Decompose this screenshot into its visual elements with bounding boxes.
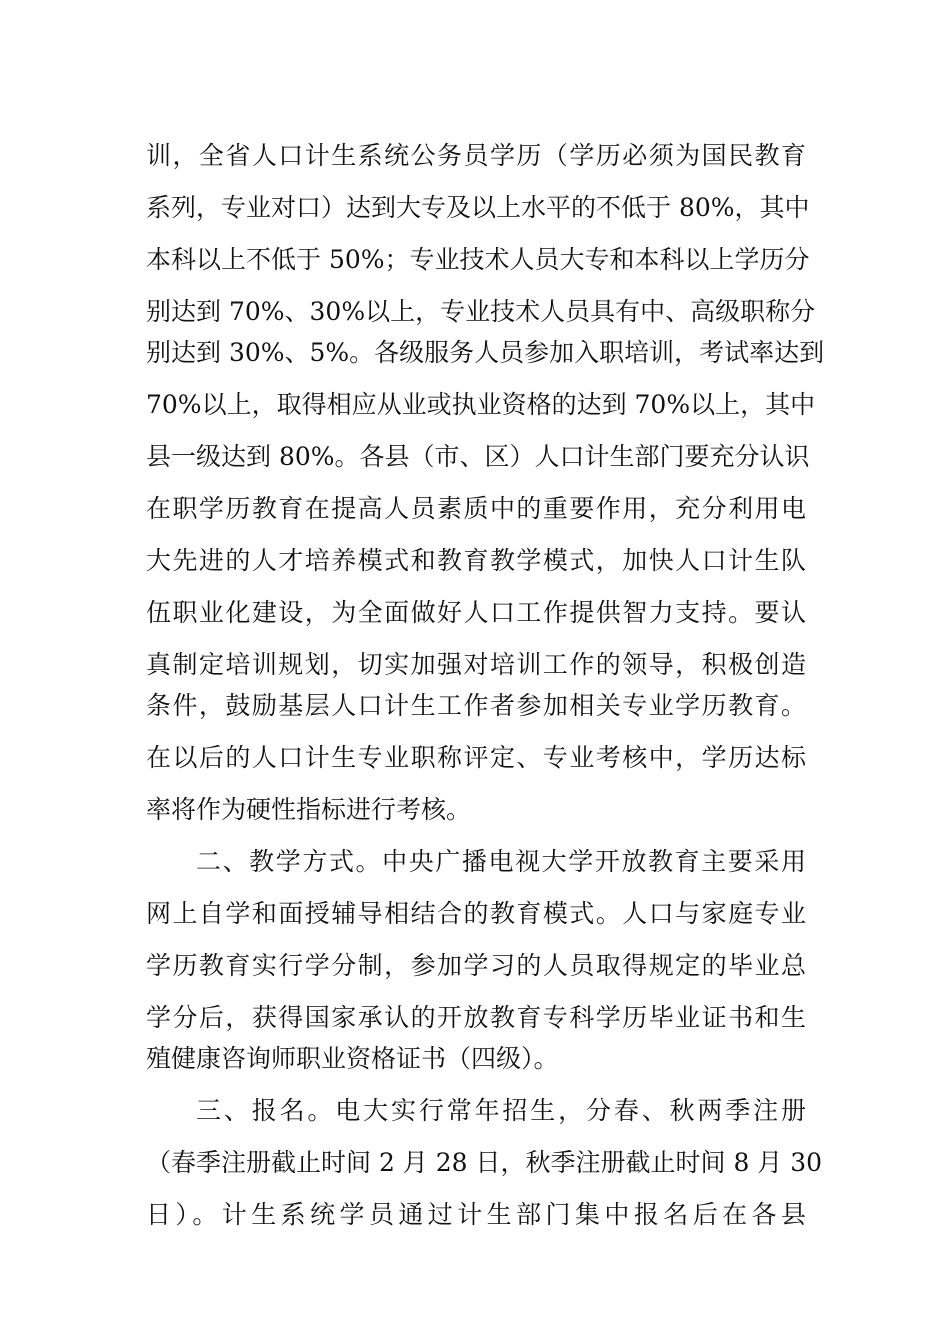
section-heading-line: 三、报名。电大实行常年招生，分春、秋两季注册 bbox=[196, 1096, 806, 1125]
paragraph-end-line: 率将作为硬性指标进行考核。 bbox=[146, 795, 472, 824]
text-line: 学分后，获得国家承认的开放教育专科学历毕业证书和生 bbox=[146, 1003, 806, 1032]
text-line: 大先进的人才培养模式和教育教学模式，加快人口计生队 bbox=[146, 546, 806, 575]
text-line: 日）。计生系统学员通过计生部门集中报名后在各县 bbox=[146, 1200, 806, 1229]
text-line: 别达到 70%、30%以上，专业技术人员具有中、高级职称分 bbox=[146, 297, 816, 326]
text-line: 伍职业化建设，为全面做好人口工作提供智力支持。要认 bbox=[146, 598, 806, 627]
paragraph-end-line: 殖健康咨询师职业资格证书（四级）。 bbox=[146, 1044, 559, 1073]
text-line: 网上自学和面授辅导相结合的教育模式。人口与家庭专业 bbox=[146, 899, 806, 928]
text-line: 真制定培训规划，切实加强对培训工作的领导，积极创造 bbox=[146, 650, 806, 679]
text-line: 条件，鼓励基层人口计生工作者参加相关专业学历教育。 bbox=[146, 691, 806, 720]
text-line: 本科以上不低于 50%；专业技术人员大专和本科以上学历分 bbox=[146, 245, 810, 274]
text-line: 系列，专业对口）达到大专及以上水平的不低于 80%，其中 bbox=[146, 193, 810, 222]
text-line: 训，全省人口计生系统公务员学历（学历必须为国民教育 bbox=[146, 141, 806, 170]
text-line: 70%以上，取得相应从业或执业资格的达到 70%以上，其中 bbox=[146, 390, 816, 419]
text-line: 县一级达到 80%。各县（市、区）人口计生部门要充分认识 bbox=[146, 442, 810, 471]
text-line: 学历教育实行学分制，参加学习的人员取得规定的毕业总 bbox=[146, 951, 806, 980]
section-heading-line: 二、教学方式。中央广播电视大学开放教育主要采用 bbox=[196, 847, 806, 876]
text-line: 在以后的人口计生专业职称评定、专业考核中，学历达标 bbox=[146, 743, 806, 772]
text-line: 别达到 30%、5%。各级服务人员参加入职培训，考试率达到 bbox=[146, 338, 825, 367]
text-line: （春季注册截止时间 2 月 28 日，秋季注册截止时间 8 月 30 bbox=[146, 1148, 823, 1177]
text-line: 在职学历教育在提高人员素质中的重要作用，充分利用电 bbox=[146, 494, 806, 523]
